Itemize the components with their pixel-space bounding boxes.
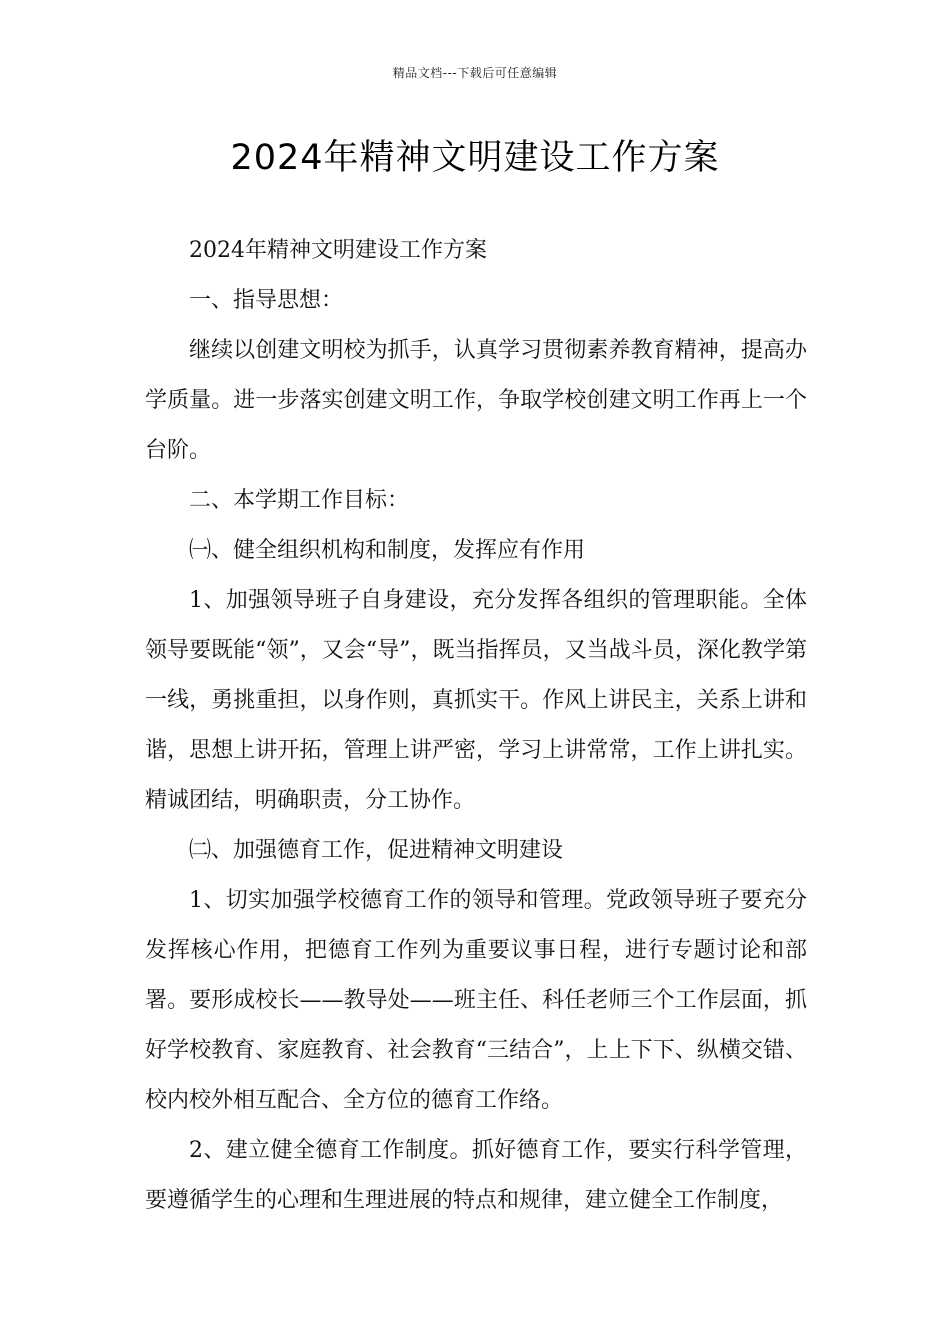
header-note: 精品文档---下载后可任意编辑 — [392, 66, 558, 80]
section-heading-guiding-ideology: 一、指导思想： — [189, 288, 344, 313]
document-body — [145, 226, 807, 1226]
document-title: 2024年精神文明建设工作方案 — [230, 138, 720, 178]
section-heading-semester-goals: 二、本学期工作目标： — [189, 488, 410, 513]
paragraph: 1、切实加强学校德育工作的领导和管理。党政领导班子要充分发挥核心作用，把德育工作列为重要议事日程，进行专题讨论和部署。要形成校长——教导处——班主任、科任老师三个工作层面，抓好学校教育、家庭教育、社会教育“三结合”，上上下下、纵横交错、校内校外相互配合、全方位的德育工作络。 — [145, 888, 807, 1113]
subsection-heading: ㈡、加强德育工作，促进精神文明建设 — [189, 838, 564, 863]
paragraph-subtitle: 2024年精神文明建设工作方案 — [189, 238, 487, 263]
paragraph: 1、加强领导班子自身建设，充分发挥各组织的管理职能。全体领导要既能“领”，又会“导”，既当指挥员，又当战斗员，深化教学第一线，勇挑重担，以身作则，真抓实干。作风上讲民主，关系上讲和谐，思想上讲开拓，管理上讲严密，学习上讲常常，工作上讲扎实。精诚团结，明确职责，分工协作。 — [145, 588, 807, 813]
subsection-heading: ㈠、健全组织机构和制度，发挥应有作用 — [189, 538, 586, 563]
paragraph: 继续以创建文明校为抓手，认真学习贯彻素养教育精神，提高办学质量。进一步落实创建文明工作，争取学校创建文明工作再上一个台阶。 — [145, 338, 807, 463]
paragraph: 2、建立健全德育工作制度。抓好德育工作，要实行科学管理，要遵循学生的心理和生理进展的特点和规律，建立健全工作制度， — [145, 1138, 807, 1213]
